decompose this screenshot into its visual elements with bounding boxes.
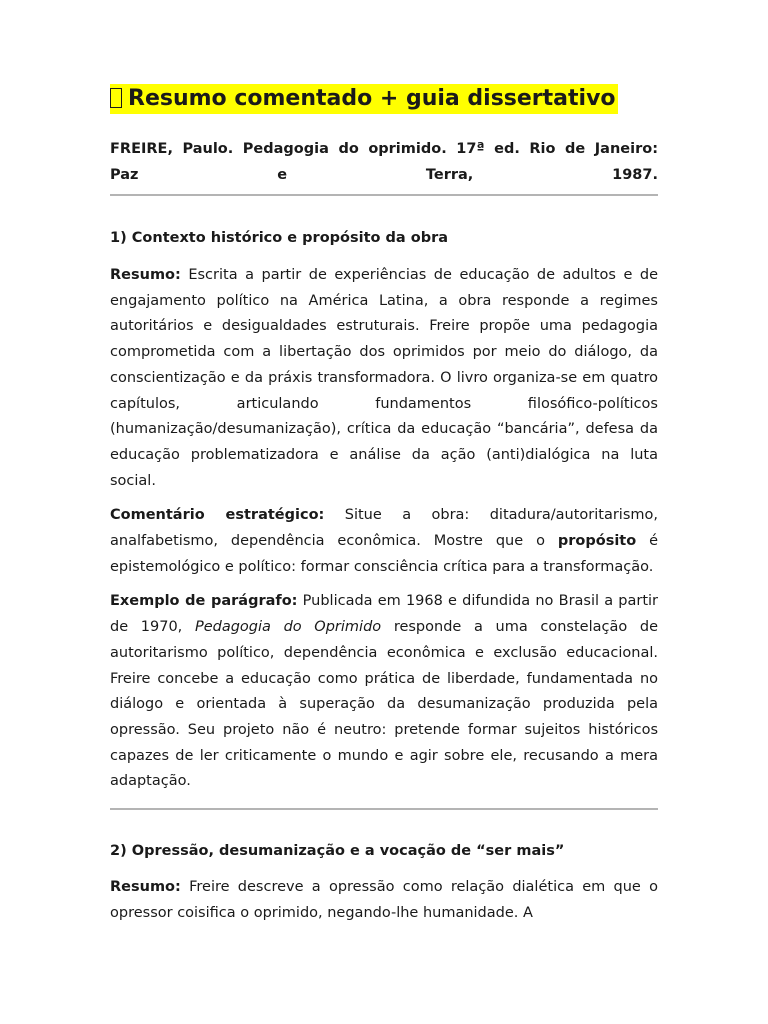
section-2-heading: 2) Opressão, desumanização e a vocação de “ser mais” [110, 843, 565, 860]
exemplo-italic: Pedagogia do Oprimido [194, 619, 382, 636]
reference-line-2: Paz e Terra, 1987. [110, 167, 658, 183]
reference-line-1: FREIRE, Paulo. Pedagogia do oprimido. 17ª ed. Rio de Janeiro: [110, 141, 658, 157]
resumo-text: Escrita a partir de experiências de educação de adultos e de engajamento político na América Latina, a obra responde a regimes autoritários e desigualdades estruturais. Freire propõe uma pedagogia comprometida com a libertação dos oprimidos por meio do diálogo, da conscientização e da práxis transformadora. O livro organiza-se em quatro capítulos, articulando fundamentos filosófico-políticos (humanização/desumanização), crítica da educação “bancária”, defesa da educação problematizadora e análise da ação (anti)dialógica na luta social. [110, 267, 658, 489]
section-1-resumo [110, 263, 658, 494]
section-1-exemplo [110, 589, 658, 795]
section-1-heading: 1) Contexto histórico e propósito da obra [110, 230, 449, 246]
comentario-text-b: é epistemológico e político: formar consciência crítica para a transformação. [110, 533, 659, 575]
document-body [110, 84, 658, 926]
exemplo-text-a: Publicada em 1968 e difundida no Brasil a partir de 1970, [110, 593, 659, 636]
page-title [110, 84, 618, 114]
document-icon [110, 88, 122, 108]
section-divider [110, 808, 658, 810]
comentario-label: Comentário estratégico: [110, 507, 325, 524]
resumo-text: Freire descreve a opressão como relação dialética em que o opressor coisifica o oprimido, negando-lhe humanidade. A [110, 879, 658, 921]
exemplo-text-b: responde a uma constelação de autoritarismo político, dependência econômica e exclusão educacional. Freire concebe a educação como prática de liberdade, fundamentada no diálogo e orientada à superação da desumanização produzida pela opressão. Seu projeto não é neutro: pretende formar sujeitos históricos capazes de ler criticamente o mundo e agir sobre ele, recusando a mera adaptação. [110, 619, 659, 790]
page-title-text: Resumo comentado + guia dissertativo [128, 86, 616, 111]
resumo-label: Resumo: [110, 879, 181, 896]
exemplo-label: Exemplo de parágrafo: [110, 593, 298, 610]
comentario-text-a: Situe a obra: ditadura/autoritarismo, analfabetismo, dependência econômica. Mostre que o [110, 507, 658, 550]
bibliographic-reference [110, 136, 658, 188]
section-1-comentario [110, 503, 658, 580]
comentario-bold: propósito [557, 533, 637, 550]
resumo-label: Resumo: [110, 267, 181, 283]
section-2-resumo [110, 875, 658, 926]
section-divider [110, 194, 658, 196]
